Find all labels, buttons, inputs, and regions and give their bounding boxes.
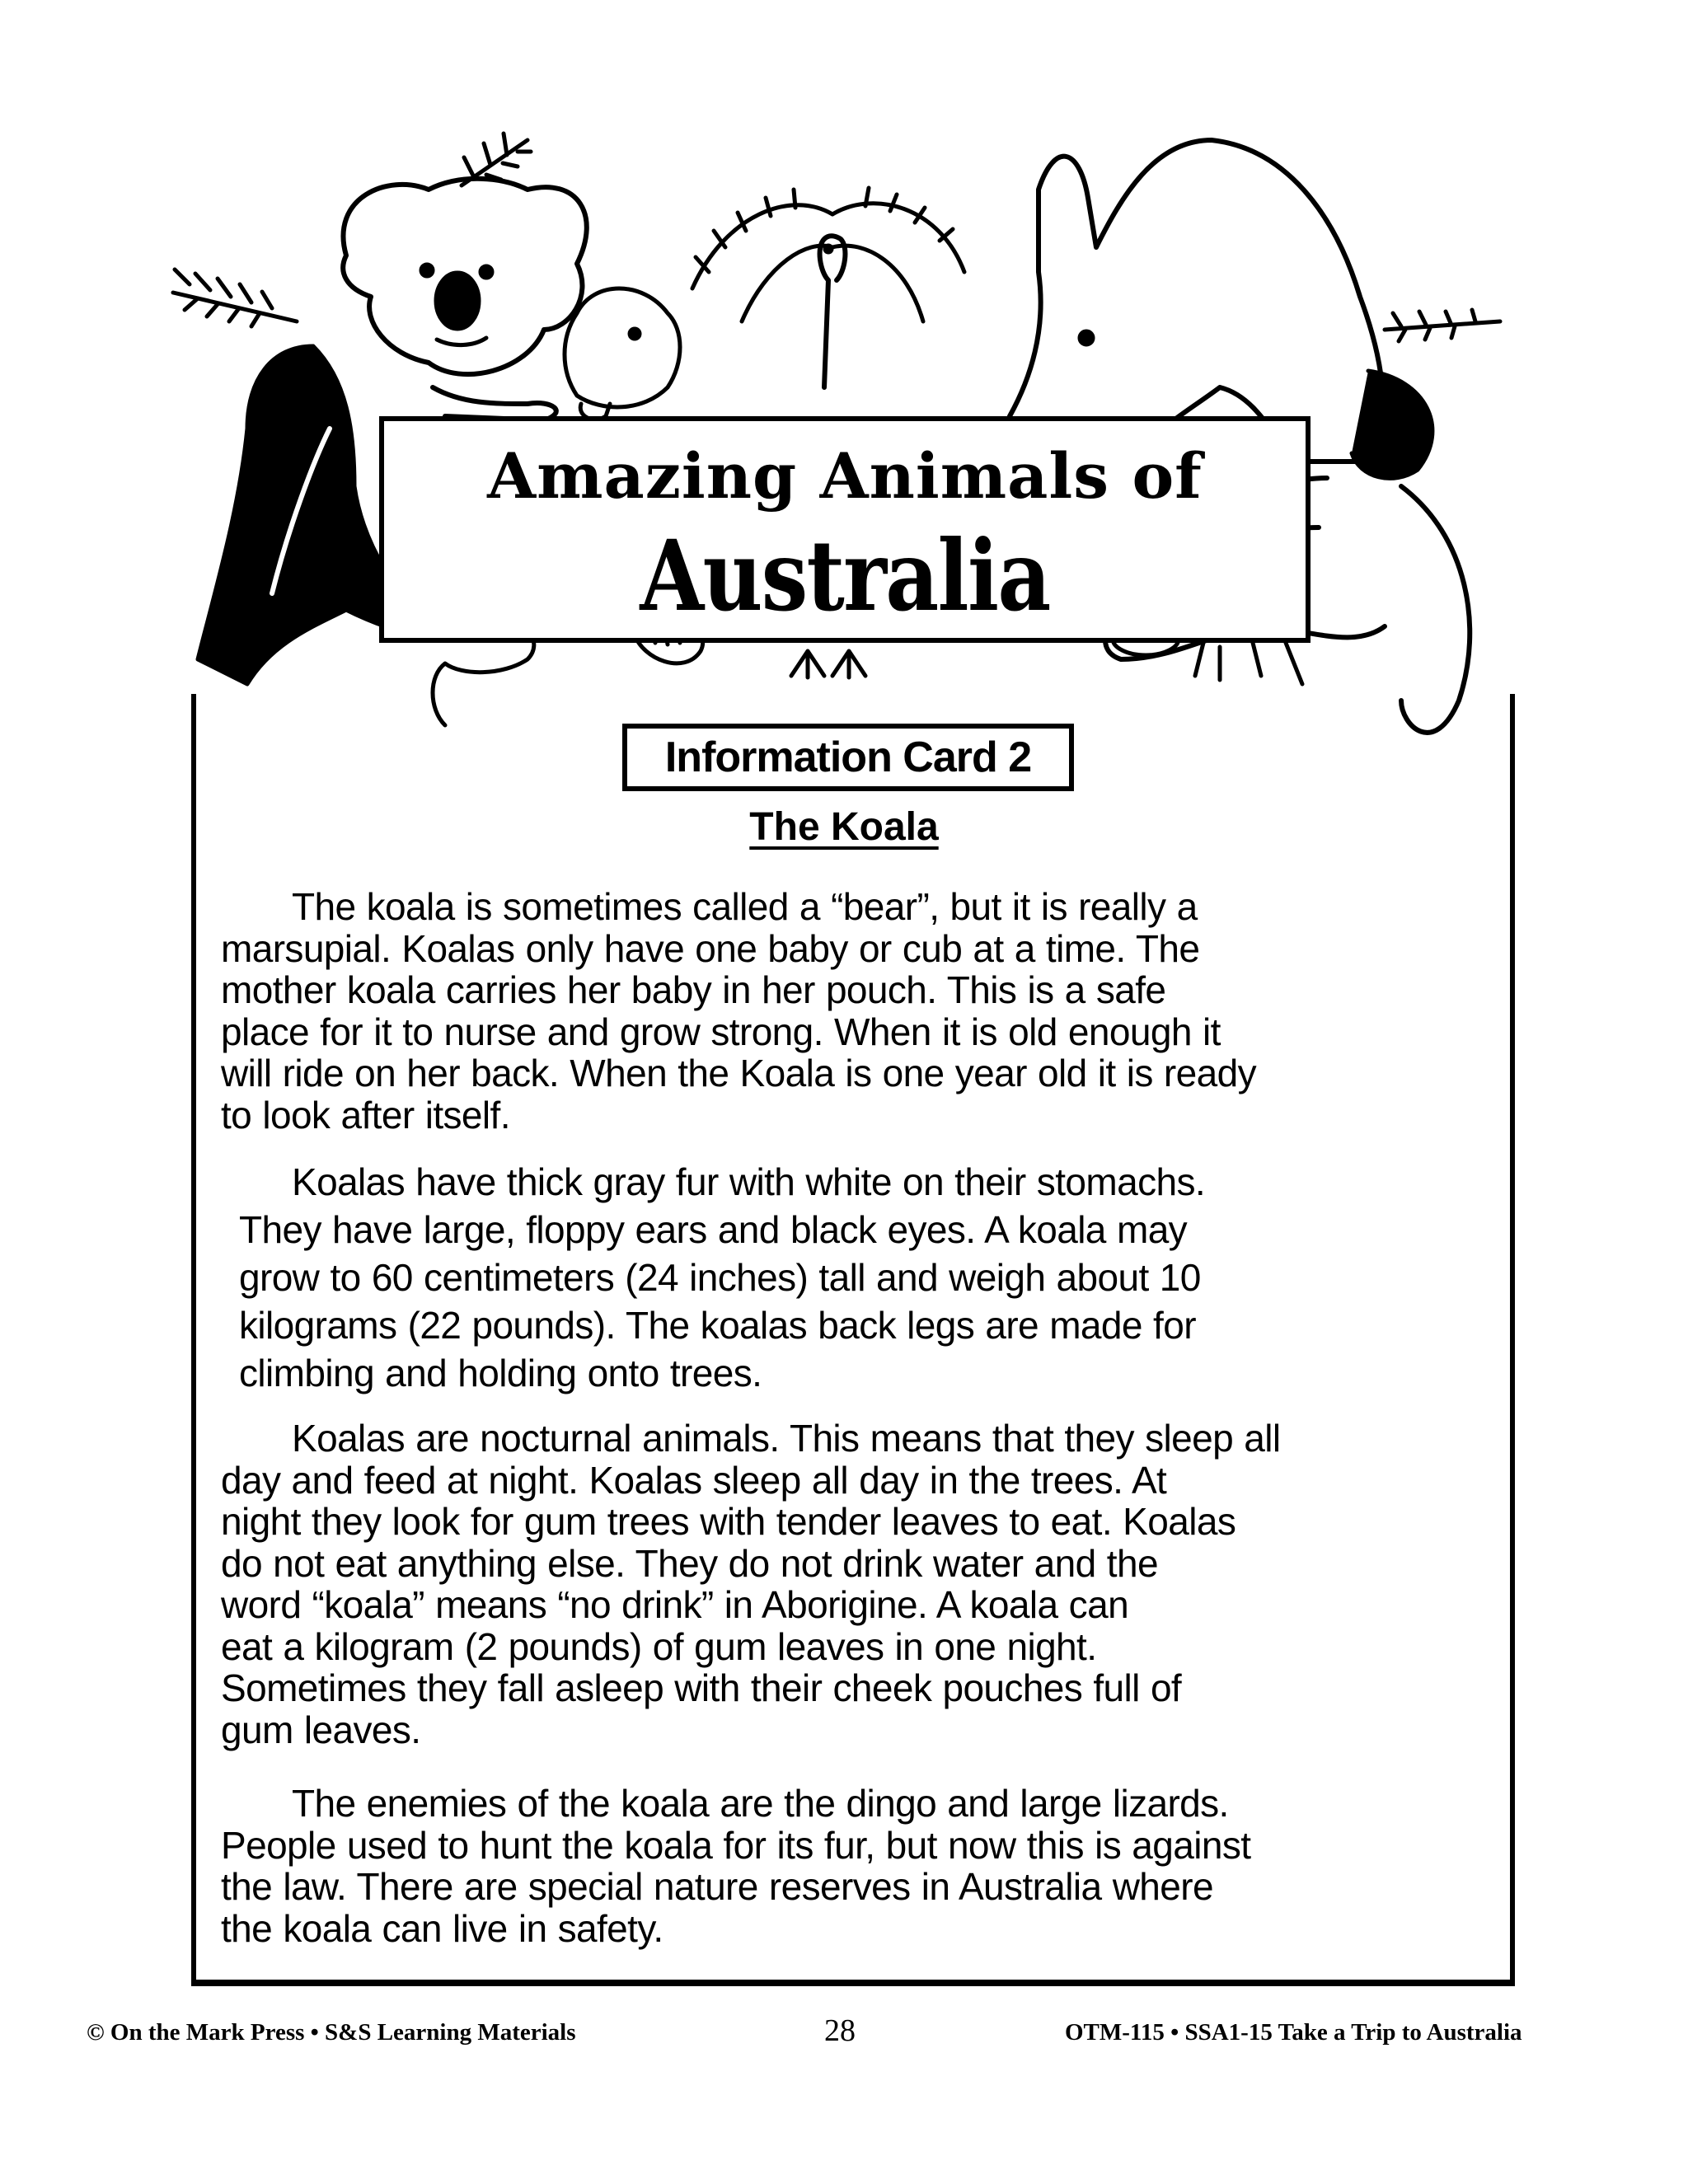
text-line: day and feed at night. Koalas sleep all day in the trees. At bbox=[221, 1458, 1167, 1502]
title-line-2: Australia bbox=[640, 518, 1050, 633]
text-line: eat a kilogram (2 pounds) of gum leaves in one night. bbox=[221, 1624, 1097, 1668]
text-line: the koala can live in safety. bbox=[221, 1906, 663, 1950]
text-line: climbing and holding onto trees. bbox=[239, 1352, 762, 1394]
text-line: night they look for gum trees with tender leaves to eat. Koalas bbox=[221, 1500, 1236, 1543]
kangaroo-icon bbox=[1009, 140, 1383, 462]
text-line: The enemies of the koala are the dingo and large lizards. bbox=[292, 1782, 1229, 1825]
paragraph-2 bbox=[239, 1158, 1492, 1397]
text-line: Koalas have thick gray fur with white on their stomachs. bbox=[292, 1160, 1206, 1203]
text-line: Sometimes they fall asleep with their cheek pouches full of bbox=[221, 1666, 1182, 1709]
title-line-1: Amazing Animals of bbox=[487, 439, 1203, 513]
text-line: do not eat anything else. They do not drink water and the bbox=[221, 1541, 1158, 1585]
bird-feet-icon bbox=[791, 651, 865, 677]
possum-icon bbox=[565, 288, 680, 407]
text-line: place for it to nurse and grow strong. When it is old enough it bbox=[221, 1010, 1221, 1053]
fern-right-icon bbox=[1385, 310, 1500, 341]
text-line: grow to 60 centimeters (24 inches) tall and weigh about 10 bbox=[239, 1256, 1201, 1299]
text-line: the law. There are special nature reserves in Australia where bbox=[221, 1865, 1213, 1908]
card-label: Information Card 2 bbox=[622, 724, 1074, 791]
fern-left-icon bbox=[173, 269, 297, 326]
text-line: kilograms (22 pounds). The koalas back legs are made for bbox=[239, 1304, 1196, 1347]
text-line: They have large, floppy ears and black eyes. A koala may bbox=[239, 1208, 1188, 1251]
text-line: mother koala carries her baby in her pouch. This is a safe bbox=[221, 968, 1166, 1011]
paragraph-1 bbox=[221, 886, 1474, 1136]
text-line: The koala is sometimes called a “bear”, but it is really a bbox=[292, 885, 1198, 928]
paragraph-4 bbox=[221, 1783, 1474, 1949]
card-subtitle-text: The Koala bbox=[749, 805, 939, 849]
text-line: Koalas are nocturnal animals. This means that they sleep all bbox=[292, 1417, 1281, 1460]
text-line: People used to hunt the koala for its fur, but now this is against bbox=[221, 1823, 1251, 1867]
text-line: to look after itself. bbox=[221, 1093, 510, 1137]
footer-product-code: OTM-115 • SSA1-15 Take a Trip to Australia bbox=[1065, 2019, 1522, 2046]
card-subtitle bbox=[0, 804, 1688, 850]
footer-publisher: © On the Mark Press • S&S Learning Materials bbox=[87, 2019, 576, 2046]
text-line: gum leaves. bbox=[221, 1708, 421, 1751]
paragraph-3 bbox=[221, 1418, 1474, 1750]
text-line: will ride on her back. When the Koala is one year old it is ready bbox=[221, 1052, 1256, 1094]
text-line: marsupial. Koalas only have one baby or cub at a time. The bbox=[221, 926, 1200, 970]
title-banner bbox=[379, 416, 1311, 643]
text-line: word “koala” means “no drink” in Aborigine. A koala can bbox=[221, 1583, 1129, 1626]
emu-icon bbox=[820, 236, 846, 387]
page-number: 28 bbox=[824, 2013, 856, 2048]
